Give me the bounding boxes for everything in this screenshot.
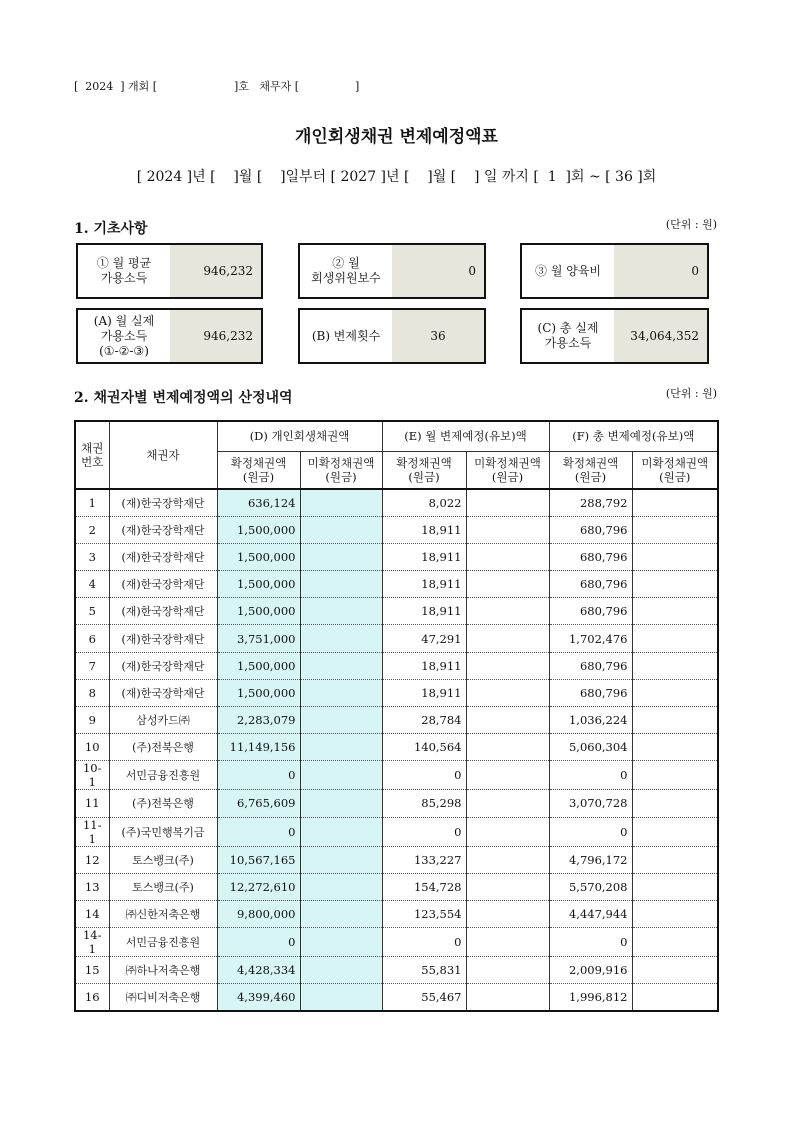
row-d-confirmed: 4,428,334 (217, 957, 300, 984)
row-f-confirmed: 0 (549, 761, 632, 790)
row-f-confirmed: 0 (549, 928, 632, 957)
trustee-fee-box (298, 243, 486, 299)
section1-unit: (단위 : 원) (665, 218, 717, 231)
row-d-confirmed: 0 (217, 761, 300, 790)
monthly-avg-income-value: 946,232 (170, 245, 261, 297)
monthly-avg-income-box (76, 243, 263, 299)
table-row (75, 928, 718, 957)
row-f-unconfirmed (632, 817, 718, 846)
row-f-confirmed: 3,070,728 (549, 790, 632, 817)
row-f-confirmed: 288,792 (549, 489, 632, 516)
header-group-f: (F) 총 변제예정(유보)액 (549, 421, 718, 451)
row-no: 9 (75, 707, 109, 734)
actual-income-box (76, 308, 263, 364)
row-f-unconfirmed (632, 790, 718, 817)
row-f-unconfirmed (632, 957, 718, 984)
table-row (75, 516, 718, 543)
row-creditor: ㈜디비저축은행 (109, 984, 217, 1011)
row-f-confirmed: 680,796 (549, 571, 632, 598)
table-row (75, 790, 718, 817)
row-creditor: 토스뱅크(주) (109, 873, 217, 900)
row-e-unconfirmed (466, 790, 549, 817)
row-d-confirmed: 9,800,000 (217, 900, 300, 927)
row-e-unconfirmed (466, 543, 549, 570)
row-e-confirmed: 0 (382, 817, 466, 846)
table-row (75, 873, 718, 900)
row-f-unconfirmed (632, 543, 718, 570)
row-f-confirmed: 680,796 (549, 516, 632, 543)
row-d-confirmed: 2,283,079 (217, 707, 300, 734)
header-e-confirmed: 확정채권액 (원금) (382, 451, 466, 489)
row-f-unconfirmed (632, 707, 718, 734)
row-e-unconfirmed (466, 873, 549, 900)
row-f-unconfirmed (632, 984, 718, 1011)
row-no: 16 (75, 984, 109, 1011)
table-row (75, 900, 718, 927)
row-d-unconfirmed (300, 489, 382, 516)
table-row (75, 984, 718, 1011)
table-row (75, 652, 718, 679)
repayment-period: [ 2024 ]년 [ ]월 [ ]일부터 [ 2027 ]년 [ ]월 [ ] 일 까지 [ 1 ]회 ~ [ 36 ]회 (136, 169, 657, 185)
row-no: 5 (75, 598, 109, 625)
header-d-confirmed: 확정채권액 (원금) (217, 451, 300, 489)
row-creditor: (재)한국장학재단 (109, 571, 217, 598)
row-f-unconfirmed (632, 679, 718, 706)
row-no: 14-1 (75, 928, 109, 957)
row-d-unconfirmed (300, 598, 382, 625)
table-row (75, 846, 718, 873)
row-creditor: (재)한국장학재단 (109, 598, 217, 625)
row-e-confirmed: 0 (382, 761, 466, 790)
row-e-confirmed: 8,022 (382, 489, 466, 516)
row-e-confirmed: 18,911 (382, 652, 466, 679)
row-d-confirmed: 12,272,610 (217, 873, 300, 900)
row-f-unconfirmed (632, 516, 718, 543)
row-d-unconfirmed (300, 873, 382, 900)
header-group-d: (D) 개인회생채권액 (217, 421, 382, 451)
row-d-unconfirmed (300, 707, 382, 734)
header-d-unconfirmed: 미확정채권액 (원금) (300, 451, 382, 489)
total-income-box (520, 308, 709, 364)
row-d-confirmed: 3,751,000 (217, 625, 300, 652)
row-no: 8 (75, 679, 109, 706)
row-e-unconfirmed (466, 489, 549, 516)
row-e-confirmed: 18,911 (382, 543, 466, 570)
support-cost-box (520, 243, 709, 299)
row-no: 4 (75, 571, 109, 598)
row-no: 3 (75, 543, 109, 570)
row-creditor: (재)한국장학재단 (109, 516, 217, 543)
repay-count-box (298, 308, 486, 364)
row-d-unconfirmed (300, 734, 382, 761)
row-f-unconfirmed (632, 873, 718, 900)
table-row (75, 679, 718, 706)
row-f-unconfirmed (632, 598, 718, 625)
row-no: 10 (75, 734, 109, 761)
row-d-confirmed: 1,500,000 (217, 543, 300, 570)
row-d-unconfirmed (300, 625, 382, 652)
row-creditor: (재)한국장학재단 (109, 625, 217, 652)
row-d-unconfirmed (300, 817, 382, 846)
row-f-unconfirmed (632, 900, 718, 927)
row-d-confirmed: 1,500,000 (217, 516, 300, 543)
row-e-confirmed: 55,831 (382, 957, 466, 984)
row-f-confirmed: 1,702,476 (549, 625, 632, 652)
row-no: 13 (75, 873, 109, 900)
row-e-confirmed: 18,911 (382, 571, 466, 598)
support-cost-label: ③ 월 양육비 (522, 245, 614, 297)
row-creditor: (재)한국장학재단 (109, 679, 217, 706)
row-e-unconfirmed (466, 679, 549, 706)
row-creditor: (주)전북은행 (109, 790, 217, 817)
row-e-confirmed: 140,564 (382, 734, 466, 761)
row-creditor: (재)한국장학재단 (109, 543, 217, 570)
row-e-confirmed: 123,554 (382, 900, 466, 927)
table-row (75, 761, 718, 790)
row-e-unconfirmed (466, 625, 549, 652)
row-creditor: (주)국민행복기금 (109, 817, 217, 846)
row-e-unconfirmed (466, 957, 549, 984)
row-no: 11-1 (75, 817, 109, 846)
actual-income-value: 946,232 (170, 310, 261, 362)
header-e-unconfirmed: 미확정채권액 (원금) (466, 451, 549, 489)
row-no: 12 (75, 846, 109, 873)
row-f-unconfirmed (632, 928, 718, 957)
table-row (75, 707, 718, 734)
row-f-confirmed: 2,009,916 (549, 957, 632, 984)
row-d-confirmed: 636,124 (217, 489, 300, 516)
row-d-unconfirmed (300, 761, 382, 790)
row-e-confirmed: 28,784 (382, 707, 466, 734)
row-no: 14 (75, 900, 109, 927)
table-row (75, 571, 718, 598)
row-e-unconfirmed (466, 598, 549, 625)
table-row (75, 625, 718, 652)
table-row (75, 543, 718, 570)
row-no: 7 (75, 652, 109, 679)
row-creditor: (재)한국장학재단 (109, 489, 217, 516)
row-d-confirmed: 1,500,000 (217, 598, 300, 625)
row-f-confirmed: 680,796 (549, 652, 632, 679)
row-d-unconfirmed (300, 900, 382, 927)
row-creditor: ㈜신한저축은행 (109, 900, 217, 927)
row-e-confirmed: 18,911 (382, 598, 466, 625)
row-f-unconfirmed (632, 761, 718, 790)
row-e-unconfirmed (466, 761, 549, 790)
row-d-unconfirmed (300, 928, 382, 957)
table-row (75, 489, 718, 516)
row-creditor: 삼성카드㈜ (109, 707, 217, 734)
row-creditor: (주)전북은행 (109, 734, 217, 761)
row-f-confirmed: 4,447,944 (549, 900, 632, 927)
row-d-confirmed: 1,500,000 (217, 571, 300, 598)
row-e-confirmed: 85,298 (382, 790, 466, 817)
row-e-unconfirmed (466, 652, 549, 679)
row-e-confirmed: 18,911 (382, 679, 466, 706)
row-e-confirmed: 0 (382, 928, 466, 957)
row-d-unconfirmed (300, 957, 382, 984)
repay-count-value: 36 (392, 310, 484, 362)
row-no: 11 (75, 790, 109, 817)
row-e-unconfirmed (466, 900, 549, 927)
row-f-confirmed: 680,796 (549, 679, 632, 706)
row-e-confirmed: 18,911 (382, 516, 466, 543)
row-d-confirmed: 4,399,460 (217, 984, 300, 1011)
row-e-confirmed: 154,728 (382, 873, 466, 900)
row-d-confirmed: 11,149,156 (217, 734, 300, 761)
header-f-unconfirmed: 미확정채권액 (원금) (632, 451, 718, 489)
row-e-unconfirmed (466, 707, 549, 734)
row-d-confirmed: 1,500,000 (217, 652, 300, 679)
table-row (75, 957, 718, 984)
row-f-confirmed: 1,036,224 (549, 707, 632, 734)
creditor-repayment-table (74, 420, 719, 1012)
row-f-unconfirmed (632, 652, 718, 679)
row-creditor: 서민금융진흥원 (109, 928, 217, 957)
row-d-confirmed: 0 (217, 928, 300, 957)
trustee-fee-value: 0 (392, 245, 484, 297)
header-creditor: 채권자 (109, 421, 217, 489)
support-cost-value: 0 (614, 245, 707, 297)
total-income-value: 34,064,352 (614, 310, 707, 362)
monthly-avg-income-label: ① 월 평균 가용소득 (78, 245, 170, 297)
page-title: 개인회생채권 변제예정액표 (295, 127, 498, 147)
trustee-fee-label: ② 월 회생위원보수 (300, 245, 392, 297)
row-f-confirmed: 680,796 (549, 598, 632, 625)
row-creditor: 토스뱅크(주) (109, 846, 217, 873)
row-creditor: 서민금융진흥원 (109, 761, 217, 790)
row-d-confirmed: 10,567,165 (217, 846, 300, 873)
table-row (75, 598, 718, 625)
row-f-confirmed: 5,570,208 (549, 873, 632, 900)
row-creditor: (재)한국장학재단 (109, 652, 217, 679)
row-no: 2 (75, 516, 109, 543)
header-group-e: (E) 월 변제예정(유보)액 (382, 421, 549, 451)
case-meta-line: [ 2024 ] 개회 [ ]호 채무자 [ ] (74, 80, 360, 93)
row-d-confirmed: 1,500,000 (217, 679, 300, 706)
row-no: 6 (75, 625, 109, 652)
table-row (75, 734, 718, 761)
row-d-unconfirmed (300, 652, 382, 679)
row-no: 15 (75, 957, 109, 984)
row-no: 10-1 (75, 761, 109, 790)
row-d-unconfirmed (300, 679, 382, 706)
row-e-confirmed: 47,291 (382, 625, 466, 652)
row-f-confirmed: 1,996,812 (549, 984, 632, 1011)
row-e-confirmed: 133,227 (382, 846, 466, 873)
row-f-confirmed: 4,796,172 (549, 846, 632, 873)
row-e-unconfirmed (466, 817, 549, 846)
row-creditor: ㈜하나저축은행 (109, 957, 217, 984)
section1-heading: 1. 기초사항 (74, 221, 148, 237)
row-f-unconfirmed (632, 571, 718, 598)
row-d-unconfirmed (300, 516, 382, 543)
row-e-unconfirmed (466, 571, 549, 598)
row-d-unconfirmed (300, 543, 382, 570)
row-e-unconfirmed (466, 984, 549, 1011)
actual-income-label: (A) 월 실제 가용소득 (①-②-③) (78, 310, 170, 362)
row-f-unconfirmed (632, 489, 718, 516)
row-d-confirmed: 0 (217, 817, 300, 846)
section2-unit: (단위 : 원) (665, 387, 717, 400)
row-d-unconfirmed (300, 846, 382, 873)
repay-count-label: (B) 변제횟수 (300, 310, 392, 362)
row-f-unconfirmed (632, 625, 718, 652)
row-e-unconfirmed (466, 928, 549, 957)
row-d-unconfirmed (300, 790, 382, 817)
header-f-confirmed: 확정채권액 (원금) (549, 451, 632, 489)
row-e-unconfirmed (466, 734, 549, 761)
row-e-unconfirmed (466, 846, 549, 873)
row-f-confirmed: 5,060,304 (549, 734, 632, 761)
table-row (75, 817, 718, 846)
row-f-confirmed: 0 (549, 817, 632, 846)
row-no: 1 (75, 489, 109, 516)
row-e-unconfirmed (466, 516, 549, 543)
total-income-label: (C) 총 실제 가용소득 (522, 310, 614, 362)
row-d-unconfirmed (300, 984, 382, 1011)
header-no: 채권 번호 (75, 421, 109, 489)
row-f-confirmed: 680,796 (549, 543, 632, 570)
row-d-confirmed: 6,765,609 (217, 790, 300, 817)
row-f-unconfirmed (632, 734, 718, 761)
row-d-unconfirmed (300, 571, 382, 598)
row-e-confirmed: 55,467 (382, 984, 466, 1011)
row-f-unconfirmed (632, 846, 718, 873)
section2-heading: 2. 채권자별 변제예정액의 산정내역 (74, 390, 293, 406)
